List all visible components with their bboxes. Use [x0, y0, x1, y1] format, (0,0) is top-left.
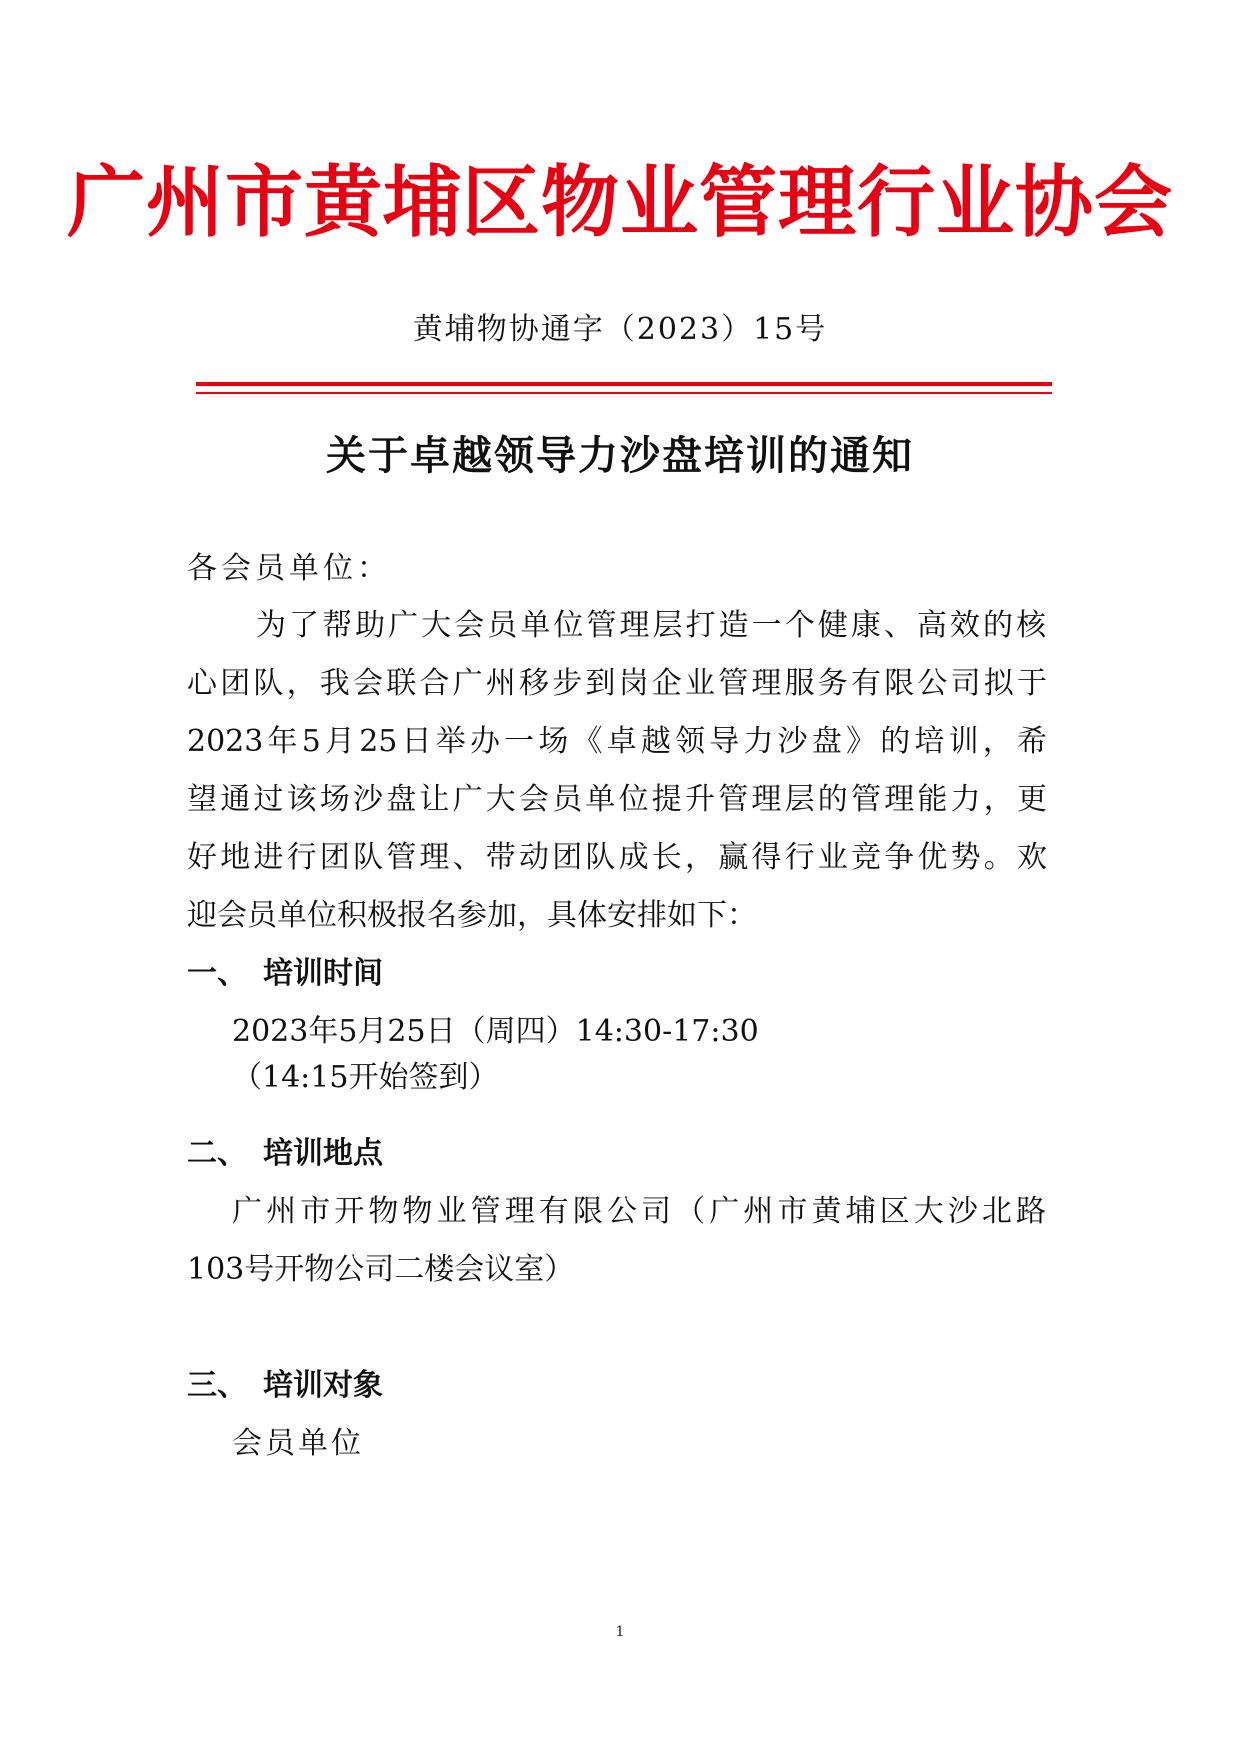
section-heading-audience: [187, 1366, 383, 1406]
organization-masthead: 广州市黄埔区物业管理行业协会: [66, 158, 1173, 248]
section-title: 培训对象: [263, 1368, 383, 1403]
section-number: 三、: [187, 1368, 247, 1403]
intro-line: 望通过该场沙盘让广大会员单位提升管理层的管理能力，更: [187, 782, 1047, 817]
training-location-line: 广州市开物物业管理有限公司（广州市黄埔区大沙北路: [232, 1194, 1046, 1229]
red-divider-thick: [196, 382, 1052, 386]
training-audience-line: 会员单位: [232, 1426, 364, 1461]
document-number: 黄埔物协通字（2023）15号: [412, 312, 828, 347]
training-location-line: 103号开物公司二楼会议室）: [187, 1252, 575, 1287]
section-number: 二、: [187, 1136, 247, 1171]
training-time-line: 2023年5月25日（周四）14:30-17:30: [232, 1014, 759, 1049]
intro-line: 为了帮助广大会员单位管理层打造一个健康、高效的核: [256, 608, 1046, 643]
section-title: 培训地点: [263, 1136, 383, 1171]
salutation: 各会员单位：: [187, 551, 391, 586]
intro-line: 迎会员单位积极报名参加，具体安排如下：: [187, 898, 757, 933]
section-title: 培训时间: [263, 956, 383, 991]
section-number: 一、: [187, 956, 247, 991]
intro-line: 好地进行团队管理、带动团队成长，赢得行业竞争优势。欢: [187, 840, 1047, 875]
intro-line: 2023年5月25日举办一场《卓越领导力沙盘》的培训，希: [187, 724, 1047, 759]
sign-in-time-line: （14:15开始签到）: [232, 1060, 499, 1095]
intro-line: 心团队，我会联合广州移步到岗企业管理服务有限公司拟于: [187, 666, 1047, 701]
section-heading-location: [187, 1134, 383, 1174]
notice-title: 关于卓越领导力沙盘培训的通知: [326, 433, 914, 479]
page-number: 1: [615, 1624, 625, 1640]
section-heading-time: [187, 954, 383, 994]
red-divider-thin: [196, 392, 1052, 394]
